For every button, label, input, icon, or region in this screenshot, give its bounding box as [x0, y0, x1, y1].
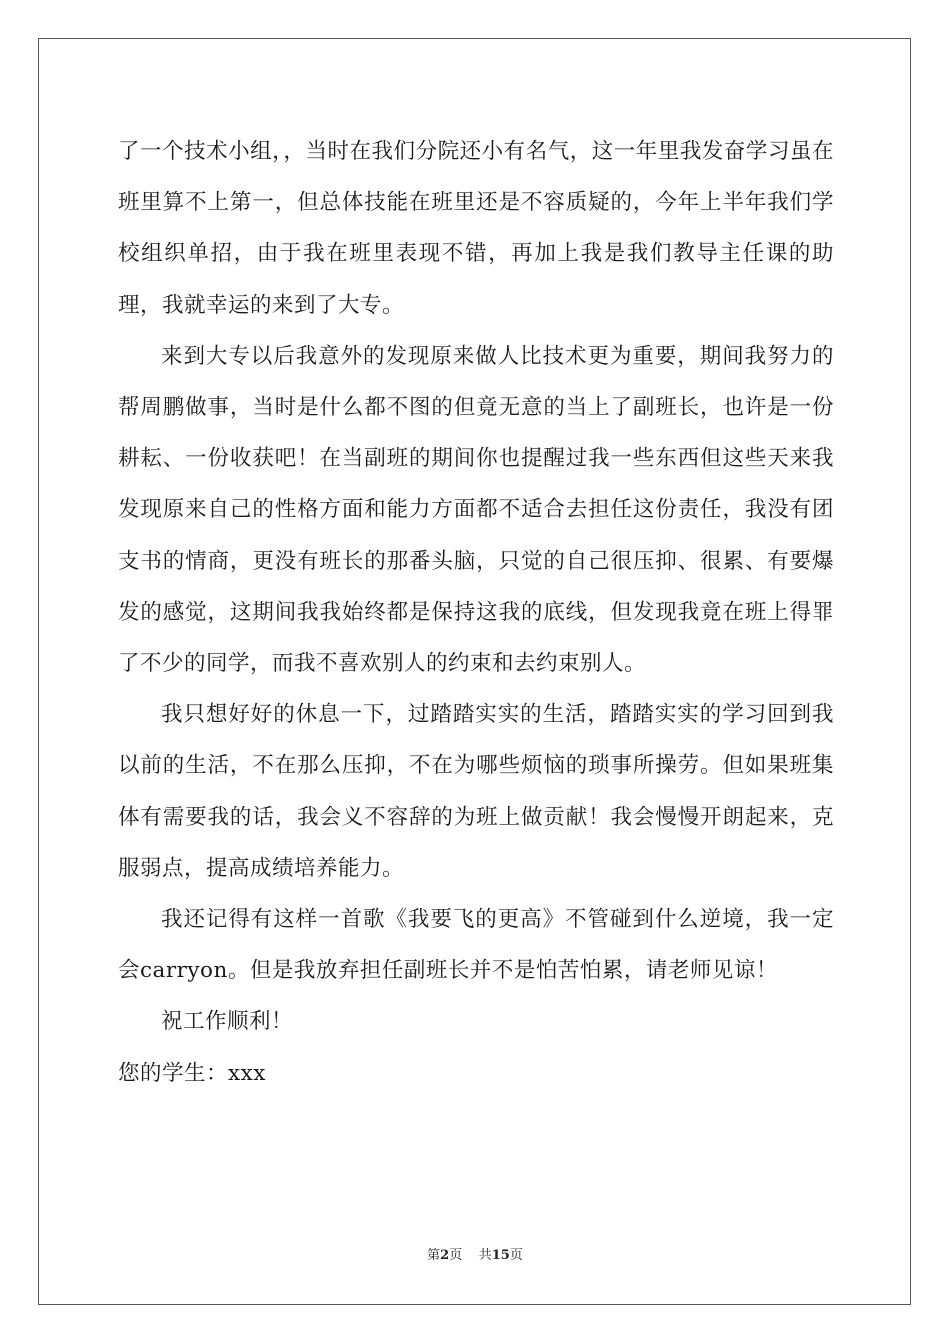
closing-line: 祝工作顺利！: [161, 1009, 294, 1035]
page-prefix: 第: [427, 1248, 441, 1263]
paragraph: 我还记得有这样一首歌《我要飞的更高》不管碰到什么逆境，我一定会carryon。但是我放弃担任副班长并不是怕苦怕累，请老师见谅！: [118, 907, 834, 984]
total-prefix: 共: [478, 1248, 492, 1263]
document-body: [118, 126, 834, 1099]
page-number: 2: [440, 1248, 450, 1263]
total-pages: 15: [491, 1248, 510, 1263]
page-footer: [0, 1244, 950, 1263]
signature-line: 您的学生：xxx: [118, 1060, 266, 1086]
paragraph: 来到大专以后我意外的发现原来做人比技术更为重要，期间我努力的帮周鹏做事，当时是什么都不图的但竟无意的当上了副班长，也许是一份耕耘、一份收获吧！在当副班的期间你也提醒过我一些东西但这些天来我发现原来自己的性格方面和能力方面都不适合去担任这份责任，我没有团支书的情商，更没有班长的那番头脑，只觉的自己很压抑、很累、有要爆发的感觉，这期间我我始终都是保持这我的底线，但发现我竟在班上得罪了不少的同学，而我不喜欢别人的约束和去约束别人。: [118, 343, 834, 677]
page-suffix: 页: [449, 1248, 463, 1263]
paragraph-continued: 了一个技术小组，，当时在我们分院还小有名气，这一年里我发奋学习虽在班里算不上第一，但总体技能在班里还是不容质疑的，今年上半年我们学校组织单招，由于我在班里表现不错，再加上我是我们教导主任课的助理，我就幸运的来到了大专。: [118, 139, 834, 318]
total-suffix: 页: [509, 1248, 523, 1263]
paragraph: 我只想好好的休息一下，过踏踏实实的生活，踏踏实实的学习回到我以前的生活，不在那么压抑，不在为哪些烦恼的琐事所操劳。但如果班集体有需要我的话，我会义不容辞的为班上做贡献！我会慢慢开朗起来，克服弱点，提高成绩培养能力。: [118, 702, 834, 881]
